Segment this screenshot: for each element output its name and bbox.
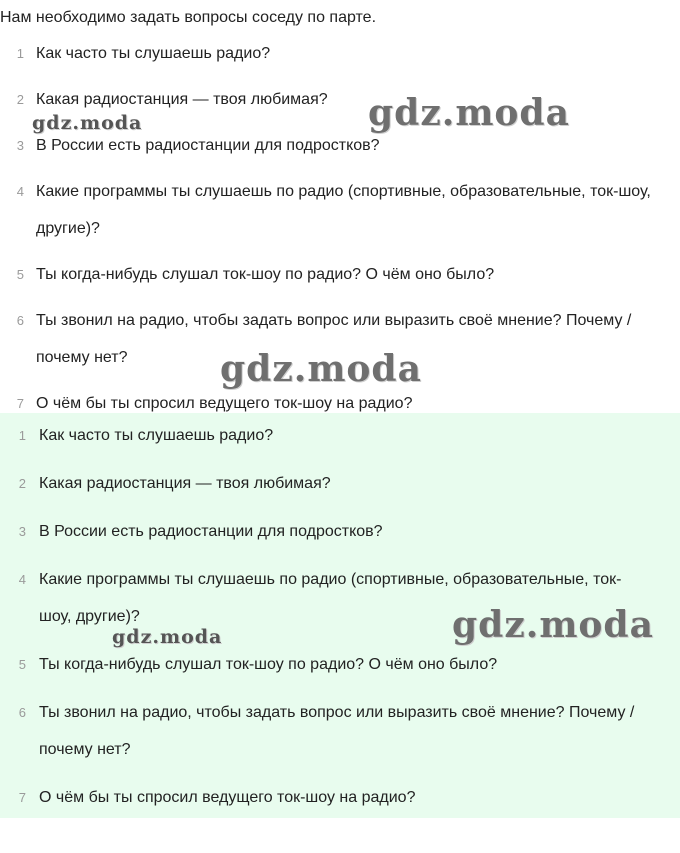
item-text: Как часто ты слушаешь радио? [36, 45, 271, 62]
item-text: В России есть радиостанции для подростков? [36, 137, 380, 154]
item-number: 2 [18, 476, 26, 491]
item-number: 5 [18, 657, 26, 672]
item-number: 1 [18, 428, 26, 443]
list-item [0, 35, 680, 72]
item-text: Какие программы ты слушаешь по радио (спортивные, образовательные, ток-шоу, другие)? [39, 571, 622, 625]
item-text: Какая радиостанция — твоя любимая? [36, 91, 328, 108]
list-item [0, 513, 680, 550]
item-text: О чём бы ты спросил ведущего ток-шоу на радио? [39, 789, 416, 806]
item-number: 3 [18, 524, 26, 539]
list-item [0, 256, 680, 293]
item-text: Ты когда-нибудь слушал ток-шоу по радио? О чём оно было? [36, 266, 495, 283]
item-number: 5 [16, 267, 24, 282]
item-number: 7 [16, 396, 24, 411]
item-text: Как часто ты слушаешь радио? [39, 427, 274, 444]
list-item [0, 465, 680, 502]
item-number: 3 [16, 138, 24, 153]
item-number: 1 [16, 46, 24, 61]
watermark-logo: gdz.moda [32, 112, 143, 134]
watermark-logo: gdz.moda [368, 92, 570, 134]
list-item [0, 417, 680, 454]
item-number: 6 [16, 313, 24, 328]
item-text: Какая радиостанция — твоя любимая? [39, 475, 331, 492]
item-text: Ты звонил на радио, чтобы задать вопрос или выразить своё мнение? Почему / почему нет? [36, 312, 632, 366]
item-number: 7 [18, 790, 26, 805]
item-text: Какие программы ты слушаешь по радио (спортивные, образовательные, ток-шоу, другие)? [36, 183, 651, 237]
list-item [0, 779, 680, 816]
item-number: 4 [18, 572, 26, 587]
list-item [0, 173, 680, 247]
item-number: 2 [16, 92, 24, 107]
item-number: 4 [16, 184, 24, 199]
item-text: В России есть радиостанции для подростков? [39, 523, 383, 540]
watermark-logo: gdz.moda [112, 626, 223, 648]
item-text: О чём бы ты спросил ведущего ток-шоу на радио? [36, 395, 413, 412]
item-text: Ты когда-нибудь слушал ток-шоу по радио? О чём оно было? [39, 656, 498, 673]
item-text: Ты звонил на радио, чтобы задать вопрос или выразить своё мнение? Почему / почему нет? [39, 704, 635, 758]
list-item [0, 646, 680, 683]
intro-text: Нам необходимо задать вопросы соседу по парте. [0, 9, 377, 26]
list-item [0, 694, 680, 768]
watermark-logo: gdz.moda [452, 604, 654, 646]
item-number: 6 [18, 705, 26, 720]
watermark-logo: gdz.moda [220, 348, 422, 390]
